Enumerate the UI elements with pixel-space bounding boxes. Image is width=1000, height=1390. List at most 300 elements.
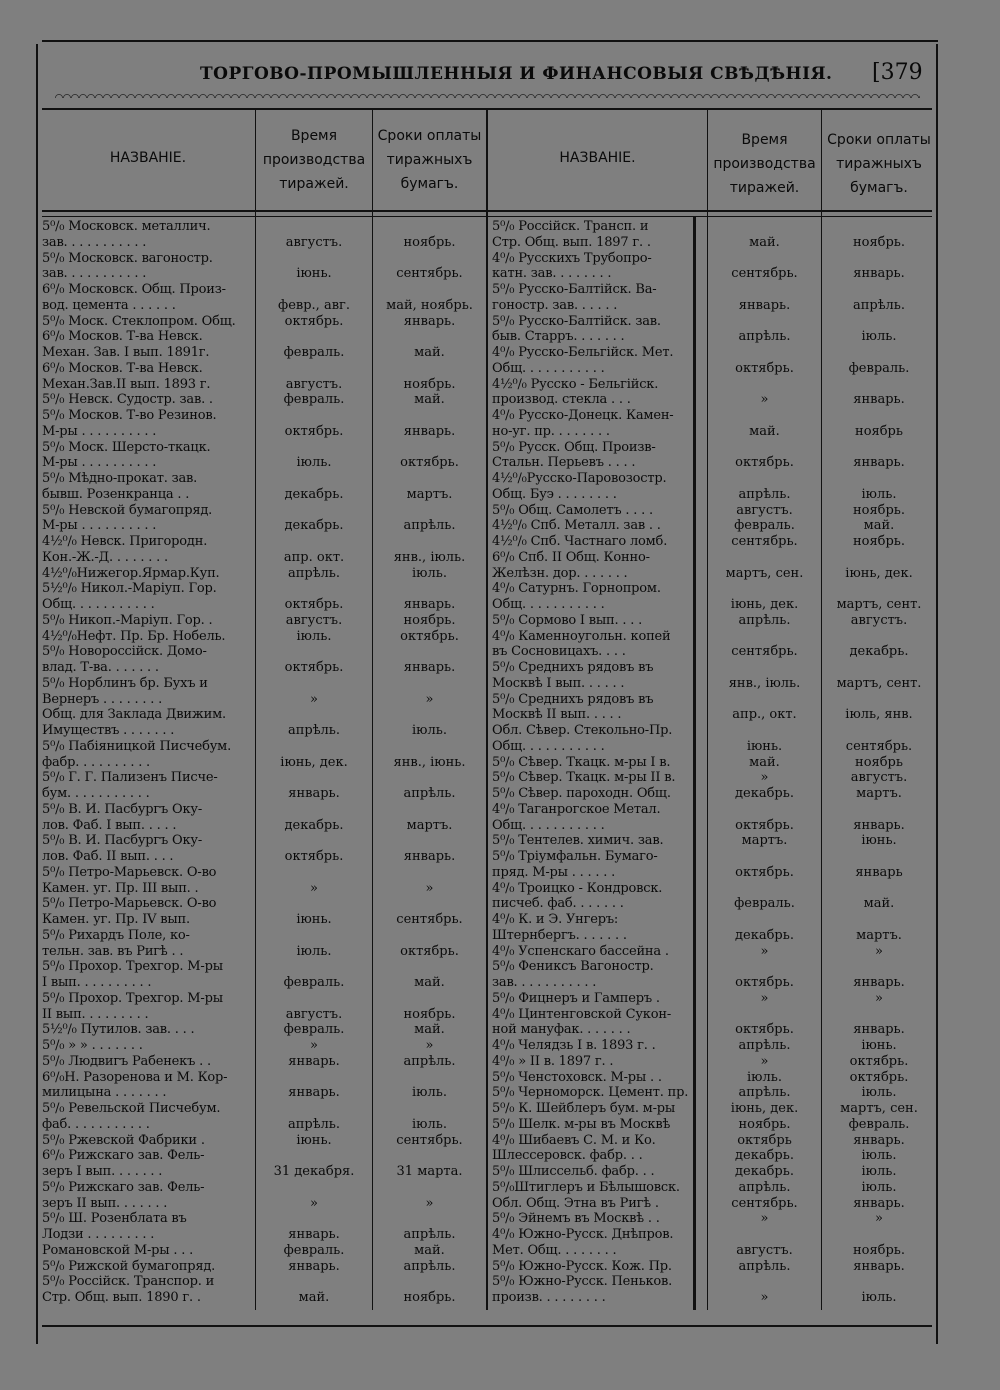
table-row <box>0 754 1000 771</box>
company-name-cell: 4⁰/₀ Успенскаго бассейна . <box>492 943 669 959</box>
payment-terms-cell: ноябрь. <box>852 534 906 549</box>
table-row <box>0 1006 1000 1023</box>
payment-terms-cell: мартъ. <box>856 927 902 943</box>
draw-time-cell: апрѣль. <box>287 565 341 581</box>
company-name-cell: 5⁰/₀ Рижской бумагопряд. <box>42 1258 216 1274</box>
table-row <box>0 943 1000 960</box>
payment-terms-cell: мартъ. <box>406 817 453 833</box>
company-name-cell: вод. цемента . . . . . . <box>42 297 176 313</box>
top-border <box>42 40 938 42</box>
company-name-cell: 5⁰/₀ Россійск. Транспор. и <box>42 1274 215 1290</box>
payment-terms-cell: » <box>425 1195 434 1211</box>
payment-terms-cell: іюль. <box>861 1164 897 1179</box>
company-name-cell: произв. . . . . . . . . <box>492 1290 606 1305</box>
draw-time-cell: январь. <box>288 786 340 801</box>
table-row <box>0 502 1000 519</box>
draw-time-cell: » <box>760 1053 769 1069</box>
payment-terms-cell: іюнь. <box>861 833 897 849</box>
payment-terms-cell: февраль. <box>848 1116 910 1132</box>
company-name-cell: 4⁰/₀ Шибаевъ С. М. и Ко. <box>492 1132 656 1148</box>
payment-terms-cell: январь. <box>403 849 456 864</box>
draw-time-cell: » <box>310 691 318 707</box>
draw-time-cell: августъ. <box>736 502 793 518</box>
company-name-cell: 4⁰/₀ Каменноугольн. копей <box>492 628 671 644</box>
company-name-cell: Механ. Зав. I вып. 1891г. <box>42 345 210 360</box>
table-row <box>0 628 1000 645</box>
draw-time-cell: октябрь. <box>735 864 794 880</box>
draw-time-cell: іюль. <box>296 455 332 471</box>
payment-terms-cell: іюль. <box>412 565 447 581</box>
company-name-cell: 6⁰/₀ Спб. II Общ. Конно- <box>492 549 650 565</box>
table-row <box>0 832 1000 849</box>
table-row <box>0 880 1000 897</box>
company-name-cell: Общ. . . . . . . . . . . <box>492 817 605 833</box>
header-terms-line1: Сроки оплаты <box>377 128 482 144</box>
draw-time-cell: май. <box>749 423 780 439</box>
payment-terms-cell: январь. <box>403 313 456 329</box>
table-row <box>0 974 1000 991</box>
company-name-cell: 5⁰/₀ Ш. Розенблата въ <box>42 1211 187 1227</box>
draw-time-cell: октябрь <box>737 1132 792 1148</box>
table-row <box>0 1226 1000 1243</box>
payment-terms-cell: сентябрь. <box>396 912 463 927</box>
draw-time-cell: апрѣль. <box>287 723 341 738</box>
payment-terms-cell: май, ноябрь. <box>386 297 473 313</box>
payment-terms-cell: ноябрь. <box>852 234 906 250</box>
table-row <box>0 486 1000 503</box>
table-row <box>0 1163 1000 1180</box>
draw-time-cell: октябрь. <box>284 660 344 675</box>
draw-time-cell: августъ. <box>285 376 343 392</box>
company-name-cell: Имуществъ . . . . . . . <box>42 723 175 738</box>
company-name-cell: 5⁰/₀ Прохор. Трехгор. М-ры <box>42 990 223 1006</box>
company-name-cell: 5⁰/₀ Г. Г. Пализенъ Писче- <box>42 770 218 786</box>
payment-terms-cell: » <box>875 990 883 1006</box>
draw-time-cell: декабрь. <box>735 1148 794 1164</box>
company-name-cell: 5½⁰/₀ Путилов. зав. . . . <box>42 1022 195 1038</box>
table-row <box>0 218 1000 235</box>
payment-terms-cell: іюль. <box>412 1116 447 1132</box>
payment-terms-cell: май. <box>863 518 895 534</box>
payment-terms-cell: мартъ, сент. <box>836 675 922 691</box>
draw-time-cell: сентябрь. <box>731 1195 798 1211</box>
payment-terms-cell: августъ. <box>850 770 908 786</box>
company-name-cell: Обл. Сѣвер. Стекольно-Пр. <box>492 723 673 738</box>
draw-time-cell: октябрь. <box>284 313 344 329</box>
draw-time-cell: сентябрь. <box>731 266 798 282</box>
table-row <box>0 1210 1000 1227</box>
table-row <box>0 391 1000 408</box>
payment-terms-cell: ноябрь <box>855 754 903 770</box>
company-name-cell: фабр. . . . . . . . . . <box>42 754 150 770</box>
draw-time-cell: октябрь. <box>284 423 344 439</box>
draw-time-cell: октябрь. <box>284 597 344 612</box>
draw-time-cell: » <box>760 1290 769 1305</box>
draw-time-cell: » <box>760 1211 769 1227</box>
payment-terms-cell: май. <box>414 1242 445 1258</box>
company-name-cell: I вып. . . . . . . . . . <box>42 975 152 990</box>
payment-terms-cell: май. <box>414 345 445 360</box>
draw-time-cell: мартъ. <box>741 833 788 849</box>
company-name-cell: 6⁰/₀ Москов. Т-ва Невск. <box>42 360 203 376</box>
draw-time-cell: январь. <box>738 297 791 313</box>
payment-terms-cell: февраль. <box>848 360 910 376</box>
company-name-cell: Романовской М-ры . . . <box>42 1242 194 1258</box>
company-name-cell: 5⁰/₀ Петро-Марьевск. О-во <box>42 896 217 912</box>
table-row <box>0 250 1000 267</box>
company-name-cell: Стр. Общ. вып. 1890 г. . <box>42 1290 201 1305</box>
table-row <box>0 423 1000 440</box>
table-row <box>0 265 1000 282</box>
company-name-cell: производ. стекла . . . <box>492 392 631 408</box>
header-terms-right-line1: Сроки оплаты <box>827 132 931 148</box>
payment-terms-cell: 31 марта. <box>396 1164 463 1179</box>
payment-terms-cell: октябрь. <box>849 1053 909 1069</box>
table-row <box>0 769 1000 786</box>
header-time-right-line2: производства <box>713 156 816 172</box>
draw-time-cell: октябрь. <box>735 360 794 376</box>
draw-time-cell: октябрь. <box>735 1022 794 1038</box>
payment-terms-cell: іюль, янв. <box>845 707 913 723</box>
company-name-cell: Общ. . . . . . . . . . . <box>492 597 605 612</box>
table-row <box>0 1258 1000 1275</box>
table-row <box>0 1037 1000 1054</box>
company-name-cell: зав. . . . . . . . . . . <box>42 234 147 250</box>
table-row <box>0 848 1000 865</box>
table-row <box>0 344 1000 361</box>
payment-terms-cell: январь. <box>853 1022 905 1038</box>
payment-terms-cell: октябрь. <box>400 943 459 959</box>
table-row <box>0 691 1000 708</box>
company-name-cell: 4½⁰/₀ Русско - Бельгійск. <box>492 376 659 392</box>
payment-terms-cell: ноябрь. <box>403 234 456 250</box>
header-terms-line2: тиражныхъ <box>386 152 473 168</box>
header-name-right-label: НАЗВАНІЕ. <box>559 150 636 166</box>
company-name-cell: 5⁰/₀ Тріумфальн. Бумаго- <box>492 849 658 864</box>
payment-terms-cell: іюль. <box>412 723 447 738</box>
header-terms-right-line3: бумагъ. <box>850 180 908 196</box>
draw-time-cell: октябрь. <box>735 817 794 833</box>
company-name-cell: 5⁰/₀ Русск. Общ. Произв- <box>492 439 656 455</box>
draw-time-cell: сентябрь. <box>731 534 798 549</box>
table-row <box>0 328 1000 345</box>
table-row <box>0 533 1000 550</box>
payment-terms-cell: сентябрь. <box>396 1132 463 1148</box>
company-name-cell: 5⁰/₀ Пабіяницкой Писчебум. <box>42 738 232 754</box>
draw-time-cell: декабрь. <box>735 1164 794 1179</box>
payment-terms-cell: янв., іюнь. <box>393 754 466 770</box>
draw-time-cell: » <box>310 880 318 896</box>
company-name-cell: Общ. . . . . . . . . . . <box>492 360 605 376</box>
table-row <box>0 407 1000 424</box>
draw-time-cell: августъ. <box>736 1242 793 1258</box>
draw-time-cell: апрѣль. <box>738 329 791 345</box>
table-row <box>0 517 1000 534</box>
company-name-cell: 5⁰/₀ Московск. вагоностр. <box>42 250 213 266</box>
draw-time-cell: февраль. <box>283 392 345 408</box>
company-name-cell: 5⁰/₀ Ржевской Фабрики . <box>42 1132 205 1148</box>
draw-time-cell: ноябрь. <box>738 1116 791 1132</box>
payment-terms-cell: май. <box>414 1022 445 1038</box>
table-row <box>0 297 1000 314</box>
payment-terms-cell: январь. <box>403 423 456 439</box>
table-row <box>0 454 1000 471</box>
draw-time-cell: августъ. <box>285 1006 343 1022</box>
page-header-title: ТОРГОВО-ПРОМЫШЛЕННЫЯ И ФИНАНСОВЫЯ СВѢДѢНІЯ. <box>200 64 833 84</box>
company-name-cell: 5⁰/₀ Петро-Марьевск. О-во <box>42 864 217 880</box>
draw-time-cell: октябрь. <box>735 455 794 471</box>
draw-time-cell: февраль. <box>283 975 345 990</box>
table-row <box>0 927 1000 944</box>
draw-time-cell: октябрь. <box>735 975 794 990</box>
header-terms-right <box>822 128 936 200</box>
company-name-cell: Стальн. Перьевъ . . . . <box>492 455 636 471</box>
draw-time-cell: апрѣль. <box>738 1179 791 1195</box>
draw-time-cell: апрѣль. <box>738 1085 791 1101</box>
payment-terms-cell: сентябрь. <box>396 266 463 282</box>
company-name-cell: 4½⁰/₀Нижегор.Ярмар.Куп. <box>42 565 220 581</box>
company-name-cell: М-ры . . . . . . . . . . <box>42 423 157 439</box>
payment-terms-cell: » <box>425 880 434 896</box>
payment-terms-cell: май. <box>414 392 445 408</box>
company-name-cell: влад. Т-ва. . . . . . . <box>42 660 159 675</box>
payment-terms-cell: іюль. <box>861 329 897 345</box>
draw-time-cell: апр. окт. <box>283 549 345 565</box>
draw-time-cell: » <box>310 1195 318 1211</box>
company-name-cell: 4⁰/₀ К. и Э. Унгеръ: <box>492 912 619 927</box>
company-name-cell: Общ. для Заклада Движим. <box>42 707 226 723</box>
company-name-cell: зеръ II вып. . . . . . . <box>42 1195 168 1211</box>
table-row <box>0 281 1000 298</box>
company-name-cell: пряд. М-ры . . . . . . <box>492 864 616 880</box>
company-name-cell: Мет. Общ. . . . . . . . <box>492 1242 617 1258</box>
company-name-cell: 5⁰/₀ Шелк. м-ры въ Москвѣ <box>492 1116 671 1132</box>
draw-time-cell: » <box>760 770 769 786</box>
payment-terms-cell: январь. <box>403 660 456 675</box>
payment-terms-cell: іюль. <box>861 1179 897 1195</box>
company-name-cell: 5⁰/₀ Среднихъ рядовъ въ <box>492 660 654 675</box>
payment-terms-cell: мартъ, сент. <box>836 597 922 612</box>
header-time-right <box>708 128 821 200</box>
company-name-cell: 4½⁰/₀ Спб. Частнаго ломб. <box>492 534 668 549</box>
payment-terms-cell: октябрь. <box>849 1069 909 1085</box>
company-name-cell: 5⁰/₀ Сѣвер. Ткацк. м-ры II в. <box>492 770 676 786</box>
payment-terms-cell: янв., іюль. <box>393 549 466 565</box>
company-name-cell: 5⁰/₀ Рижскаго зав. Фель- <box>42 1179 205 1195</box>
company-name-cell: бывш. Розенкранца . . <box>42 486 190 502</box>
table-row <box>0 895 1000 912</box>
company-name-cell: 5⁰/₀ Фицнеръ и Гамперъ . <box>492 990 660 1006</box>
company-name-cell: Стр. Общ. вып. 1897 г. . <box>492 234 651 250</box>
table-row <box>0 549 1000 566</box>
page-number: [379 <box>872 60 923 85</box>
draw-time-cell: іюнь, дек. <box>280 754 348 770</box>
company-name-cell: 5⁰/₀ Эйнемъ въ Москвѣ . . <box>492 1211 660 1227</box>
payment-terms-cell: іюль. <box>412 1085 447 1101</box>
draw-time-cell: февраль. <box>734 896 795 912</box>
company-name-cell: 5⁰/₀ Невск. Судостр. зав. . <box>42 392 213 408</box>
company-name-cell: 5⁰/₀ Сѣвер. пароходн. Общ. <box>492 786 671 801</box>
company-name-cell: фаб. . . . . . . . . . . <box>42 1116 150 1132</box>
draw-time-cell: декабрь. <box>735 786 794 801</box>
company-name-cell: 5⁰/₀ Невской бумагопряд. <box>42 502 213 518</box>
payment-terms-cell: январь. <box>853 975 905 990</box>
company-name-cell: 5⁰/₀ К. Шейблеръ бум. м-ры <box>492 1101 676 1116</box>
payment-terms-cell: мартъ, сен. <box>840 1101 918 1116</box>
payment-terms-cell: » <box>425 691 434 707</box>
company-name-cell: 4⁰/₀ Троицко - Кондровск. <box>492 880 663 896</box>
header-time-right-line1: Время <box>741 132 788 148</box>
company-name-cell: 5⁰/₀ Новороссійск. Домо- <box>42 644 207 660</box>
header-name-left <box>42 146 254 170</box>
company-name-cell: гоностр. зав. . . . . . <box>492 297 618 313</box>
header-terms-left <box>373 124 486 196</box>
company-name-cell: тельн. зав. въ Ригѣ . . <box>42 943 184 959</box>
company-name-cell: 5⁰/₀ Московск. металлич. <box>42 219 211 234</box>
company-name-cell: зав. . . . . . . . . . . <box>42 266 147 282</box>
company-name-cell: бум. . . . . . . . . . . <box>42 786 150 801</box>
table-row <box>0 1053 1000 1070</box>
payment-terms-cell: апрѣль. <box>403 786 456 801</box>
company-name-cell: 5⁰/₀ Россійск. Трансп. и <box>492 219 649 234</box>
draw-time-cell: январь. <box>288 1227 340 1242</box>
table-row <box>0 990 1000 1007</box>
payment-terms-cell: іюль. <box>861 486 897 502</box>
company-name-cell: 4⁰/₀ Цинтенговской Сукон- <box>492 1006 672 1022</box>
company-name-cell: 5⁰/₀ Южно-Русск. Кож. Пр. <box>492 1258 672 1274</box>
company-name-cell: лов. Фаб. II вып. . . . <box>42 849 174 864</box>
table-row <box>0 738 1000 755</box>
table-row <box>0 864 1000 881</box>
company-name-cell: писчеб. фаб. . . . . . . <box>492 896 624 912</box>
company-name-cell: 5⁰/₀ Южно-Русск. Пеньков. <box>492 1274 673 1290</box>
company-name-cell: 5⁰/₀ Моск. Стеклопром. Общ. <box>42 313 236 329</box>
payment-terms-cell: » <box>425 1038 434 1053</box>
table-row <box>0 596 1000 613</box>
company-name-cell: 5⁰/₀Штиглеръ и Бѣлышовск. <box>492 1179 680 1195</box>
draw-time-cell: февр., авг. <box>278 297 350 313</box>
header-time-line3: тиражей. <box>279 176 349 192</box>
payment-terms-cell: іюль. <box>861 1290 897 1305</box>
table-row <box>0 1021 1000 1038</box>
header-ornament <box>55 90 920 98</box>
company-name-cell: зав. . . . . . . . . . . <box>492 975 597 990</box>
payment-terms-cell: ноябрь. <box>852 502 906 518</box>
company-name-cell: Механ.Зав.II вып. 1893 г. <box>42 376 211 392</box>
payment-terms-cell: апрѣль. <box>403 1053 456 1069</box>
company-name-cell: ной мануфак. . . . . . . <box>492 1022 631 1038</box>
table-row <box>0 706 1000 723</box>
table-row <box>0 376 1000 393</box>
company-name-cell: 5⁰/₀ Шлиссельб. фабр. . . <box>492 1164 655 1179</box>
table-row <box>0 817 1000 834</box>
table-row <box>0 785 1000 802</box>
payment-terms-cell: іюль. <box>861 1085 897 1101</box>
payment-terms-cell: октябрь. <box>400 628 459 644</box>
table-row <box>0 360 1000 377</box>
table-row <box>0 1179 1000 1196</box>
draw-time-cell: іюнь. <box>296 266 332 282</box>
company-name-cell: зеръ I вып. . . . . . . <box>42 1164 163 1179</box>
draw-time-cell: іюнь. <box>296 912 332 927</box>
company-name-cell: Кон.-Ж.-Д. . . . . . . . <box>42 549 168 565</box>
company-name-cell: 5⁰/₀ Никоп.-Маріуп. Гор. . <box>42 612 213 628</box>
payment-terms-cell: январь. <box>853 392 905 408</box>
payment-terms-cell: апрѣль. <box>403 1258 456 1274</box>
draw-time-cell: апрѣль. <box>738 1038 791 1053</box>
company-name-cell: 4½⁰/₀Нефт. Пр. Бр. Нобель. <box>42 628 226 644</box>
company-name-cell: катн. зав. . . . . . . . <box>492 266 612 282</box>
draw-time-cell: декабрь. <box>284 518 344 534</box>
table-row <box>0 722 1000 739</box>
company-name-cell: 4⁰/₀ » II в. 1897 г. . <box>492 1053 614 1069</box>
draw-time-cell: февраль. <box>734 518 795 534</box>
company-name-cell: Москвѣ I вып. . . . . . <box>492 675 625 691</box>
table-bottom-rule <box>42 1325 932 1327</box>
company-name-cell: 5⁰/₀ Ревельской Писчебум. <box>42 1101 221 1116</box>
company-name-cell: Желѣзн. дор. . . . . . . <box>492 565 628 581</box>
payment-terms-cell: ноябрь. <box>403 1290 456 1305</box>
draw-time-cell: декабрь. <box>735 927 794 943</box>
company-name-cell: 4½⁰/₀ Спб. Металл. зав . . <box>492 518 661 534</box>
draw-time-cell: » <box>760 392 769 408</box>
payment-terms-cell: апрѣль. <box>852 297 906 313</box>
payment-terms-cell: августъ. <box>850 612 908 628</box>
payment-terms-cell: январь <box>855 864 903 880</box>
company-name-cell: 5⁰/₀ Рихардъ Поле, ко- <box>42 927 190 943</box>
payment-terms-cell: апрѣль. <box>403 1227 456 1242</box>
table-row <box>0 580 1000 597</box>
draw-time-cell: іюнь, дек. <box>730 597 799 612</box>
payment-terms-cell: май. <box>863 896 895 912</box>
draw-time-cell: апрѣль. <box>287 1116 341 1132</box>
company-name-cell: 5½⁰/₀ Никол.-Маріуп. Гор. <box>42 581 217 597</box>
payment-terms-cell: декабрь. <box>849 644 909 660</box>
table-row <box>0 1100 1000 1117</box>
company-name-cell: 5⁰/₀ В. И. Пасбургъ Оку- <box>42 801 203 817</box>
payment-terms-cell: іюль. <box>861 1148 897 1164</box>
table-row <box>0 1195 1000 1212</box>
draw-time-cell: сентябрь. <box>731 644 798 660</box>
company-name-cell: милицына . . . . . . . <box>42 1085 167 1101</box>
payment-terms-cell: январь. <box>853 1258 905 1274</box>
company-name-cell: 5⁰/₀ Среднихъ рядовъ въ <box>492 691 654 707</box>
draw-time-cell: апрѣль. <box>738 486 791 502</box>
company-name-cell: 5⁰/₀ Тентелев. химич. зав. <box>492 833 664 849</box>
header-time-left <box>256 124 372 196</box>
payment-terms-cell: мартъ. <box>406 486 453 502</box>
table-row <box>0 470 1000 487</box>
company-name-cell: 5⁰/₀ Прохор. Трехгор. М-ры <box>42 959 223 975</box>
company-name-cell: 6⁰/₀ Московск. Общ. Произ- <box>42 282 226 297</box>
company-name-cell: Общ. Буэ . . . . . . . . <box>492 486 617 502</box>
header-name-right <box>488 146 707 170</box>
header-name-left-label: НАЗВАНІЕ. <box>109 150 187 166</box>
company-name-cell: 4⁰/₀ Русско-Бельгійск. Мет. <box>492 345 674 360</box>
draw-time-cell: іюль. <box>747 1069 782 1085</box>
table-row <box>0 1084 1000 1101</box>
payment-terms-cell: январь. <box>853 266 905 282</box>
draw-time-cell: февраль. <box>283 1022 345 1038</box>
table-row <box>0 1147 1000 1164</box>
company-name-cell: 5⁰/₀ Общ. Самолетъ . . . . <box>492 502 653 518</box>
header-time-right-line3: тиражей. <box>729 180 800 196</box>
payment-terms-cell: » <box>875 1211 883 1227</box>
payment-terms-cell: ноябрь. <box>403 612 456 628</box>
payment-terms-cell: ноябрь. <box>852 1242 906 1258</box>
company-name-cell: 4½⁰/₀ Невск. Пригородн. <box>42 534 208 549</box>
company-name-cell: 4⁰/₀ Русско-Донецк. Камен- <box>492 408 674 423</box>
